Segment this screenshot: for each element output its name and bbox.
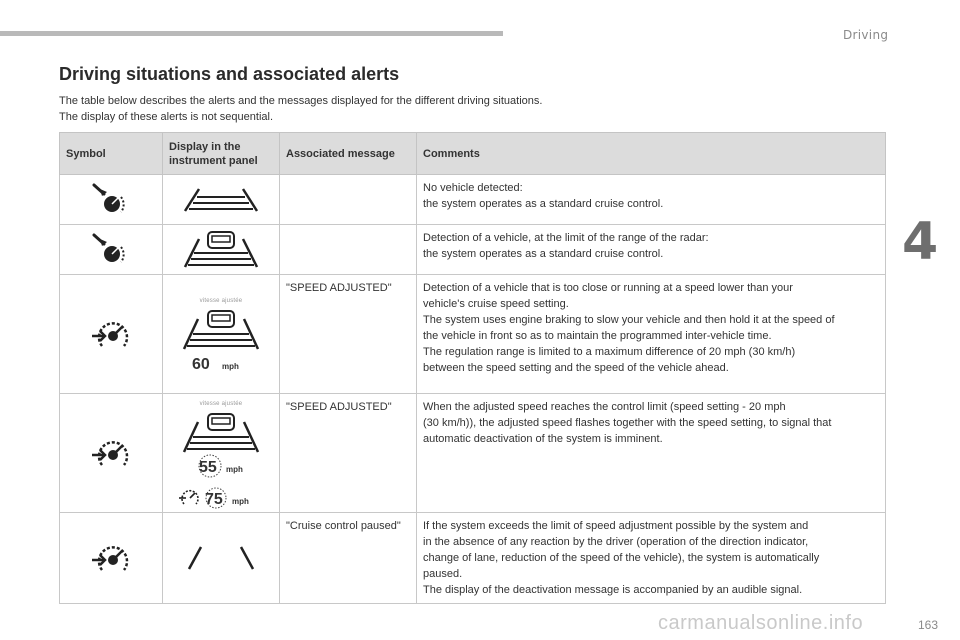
- cruise-control-unavailable-icon: [91, 182, 131, 218]
- comment-line: change of lane, reduction of the speed of the vehicle), the system is automatically: [423, 552, 820, 564]
- display-cell: [163, 513, 280, 604]
- adaptive-cruise-control-icon: [90, 540, 132, 576]
- comment-line: the system operates as a standard cruise control.: [423, 248, 664, 260]
- table-row: [60, 275, 886, 394]
- adaptive-cruise-control-icon: [90, 435, 132, 471]
- table-row: [60, 175, 886, 225]
- adaptive-cruise-control-icon: [90, 316, 132, 352]
- section-label: Driving: [843, 28, 889, 42]
- display-unit-2: mph: [232, 497, 249, 506]
- comments-cell: [417, 394, 886, 513]
- comment-line: The regulation range is limited to a maximum difference of 20 mph (30 km/h): [423, 346, 796, 358]
- page-number: 163: [918, 618, 939, 632]
- display-speed-2: 75: [205, 491, 223, 508]
- table-row: [60, 225, 886, 275]
- comment-line: vehicle's cruise speed setting.: [423, 298, 569, 310]
- comment-line: paused.: [423, 568, 463, 580]
- display-speed: 55: [199, 459, 217, 476]
- speed-limit-flashing-display: [178, 412, 264, 510]
- comments-cell: [417, 175, 886, 225]
- display-caption: vitesse ajustée: [199, 401, 243, 407]
- comment-line: (30 km/h)), the adjusted speed flashes together with the speed setting, to signal that: [423, 417, 832, 429]
- cruise-control-unavailable-icon: [91, 232, 131, 268]
- page-title: Driving situations and associated alerts: [59, 64, 400, 84]
- intro-text: [59, 93, 542, 125]
- comments-cell: [417, 513, 886, 604]
- symbol-cell: [60, 225, 163, 275]
- table-header-row: [60, 133, 886, 175]
- comment-line: The system uses engine braking to slow your vehicle and then hold it at the speed of: [423, 314, 835, 326]
- symbol-cell: [60, 275, 163, 394]
- display-caption: vitesse ajustée: [199, 298, 243, 304]
- symbol-cell: [60, 513, 163, 604]
- comment-line: The display of the deactivation message is accompanied by an audible signal.: [423, 584, 803, 596]
- comment-line: Detection of a vehicle, at the limit of the range of the radar:: [423, 232, 709, 244]
- comment-line: the system operates as a standard cruise control.: [423, 198, 664, 210]
- display-unit: mph: [222, 362, 239, 371]
- alerts-table: [59, 132, 886, 604]
- header-display: Display in the instrument panel: [163, 133, 280, 175]
- comment-line: When the adjusted speed reaches the control limit (speed setting - 20 mph: [423, 401, 786, 413]
- comment-line: the vehicle in front so as to maintain the programmed inter-vehicle time.: [423, 330, 772, 342]
- comment-line: in the absence of any reaction by the driver (operation of the direction indicator,: [423, 536, 809, 548]
- comment-line: automatic deactivation of the system is imminent.: [423, 433, 663, 445]
- adaptive-cruise-control-icon: [179, 491, 198, 504]
- watermark: carmanualsonline.info: [658, 612, 864, 634]
- chapter-number: 4: [902, 212, 939, 272]
- comment-line: between the speed setting and the speed of the vehicle ahead.: [423, 362, 729, 374]
- speed-adjusted-display: [178, 309, 264, 375]
- table-row: [60, 394, 886, 513]
- display-cell: [163, 394, 280, 513]
- display-speed: 60: [192, 356, 210, 373]
- display-cell: [163, 225, 280, 275]
- message-cell: "Cruise control paused": [280, 513, 417, 604]
- intro-line: The table below describes the alerts and the messages displayed for the different driving situations.: [59, 95, 543, 107]
- message-cell: [280, 175, 417, 225]
- display-unit: mph: [226, 465, 243, 474]
- symbol-cell: [60, 394, 163, 513]
- header-message: Associated message: [280, 133, 417, 175]
- intro-line: The display of these alerts is not sequential.: [59, 111, 274, 123]
- message-cell: "SPEED ADJUSTED": [280, 394, 417, 513]
- header-symbol: Symbol: [60, 133, 163, 175]
- vehicle-ahead-icon: [181, 229, 261, 271]
- header-rule: [0, 31, 503, 36]
- symbol-cell: [60, 175, 163, 225]
- comments-cell: [417, 225, 886, 275]
- header-comments: Comments: [417, 133, 886, 175]
- message-cell: "SPEED ADJUSTED": [280, 275, 417, 394]
- table-row: [60, 513, 886, 604]
- display-cell: [163, 175, 280, 225]
- comment-line: Detection of a vehicle that is too close or running at a speed lower than your: [423, 282, 793, 294]
- road-lanes-icon: [181, 185, 261, 215]
- comment-line: If the system exceeds the limit of speed adjustment possible by the system and: [423, 520, 809, 532]
- message-cell: [280, 225, 417, 275]
- comment-line: No vehicle detected:: [423, 182, 523, 194]
- lane-lines-paused-icon: [181, 543, 261, 573]
- comments-cell: [417, 275, 886, 394]
- display-cell: [163, 275, 280, 394]
